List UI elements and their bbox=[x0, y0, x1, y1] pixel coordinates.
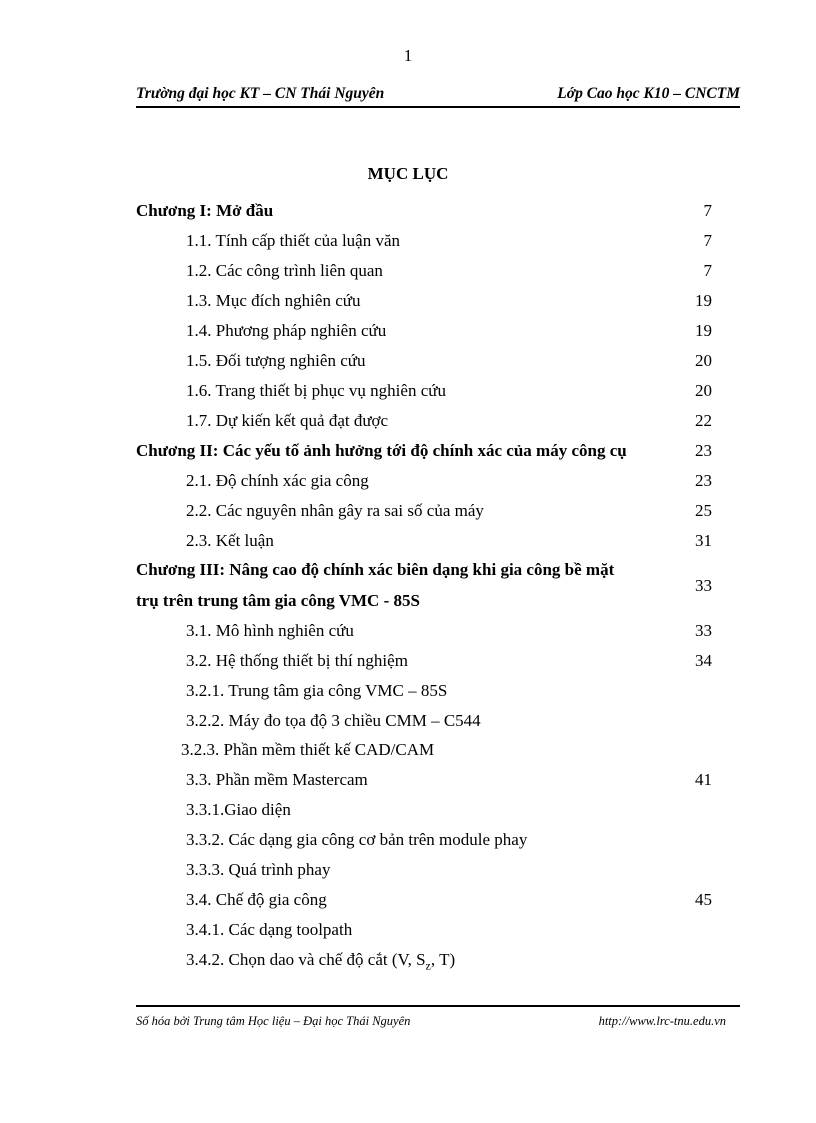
toc-item-3-2-3: 3.2.3. Phần mềm thiết kế CAD/CAM bbox=[181, 740, 435, 759]
toc-item-2-3: 2.3. Kết luận bbox=[186, 531, 274, 550]
toc-item-3-3-2: 3.3.2. Các dạng gia công cơ bản trên module phay bbox=[186, 830, 528, 849]
toc-chapter-3-line2: trụ trên trung tâm gia công VMC - 85S bbox=[136, 591, 420, 610]
toc-page-1-6: 20 bbox=[695, 381, 712, 400]
footer-digitized-by: Số hóa bởi Trung tâm Học liệu – Đại học Thái Nguyên bbox=[136, 1014, 411, 1028]
toc-item-3-4-2-subscript: z bbox=[425, 958, 431, 973]
toc-item-3-3-1: 3.3.1.Giao diện bbox=[186, 800, 291, 819]
toc-page-3-2: 34 bbox=[695, 651, 712, 670]
toc-page-3-3: 41 bbox=[695, 770, 712, 789]
toc-item-1-4: 1.4. Phương pháp nghiên cứu bbox=[186, 321, 387, 340]
footer-url: http://www.lrc-tnu.edu.vn bbox=[598, 1014, 726, 1028]
toc-item-3-3: 3.3. Phần mềm Mastercam bbox=[186, 770, 368, 789]
toc-page-1-7: 22 bbox=[695, 411, 712, 430]
toc-item-2-2: 2.2. Các nguyên nhân gây ra sai số của máy bbox=[186, 501, 484, 520]
toc-item-2-1: 2.1. Độ chính xác gia công bbox=[186, 471, 369, 490]
toc-page-2-1: 23 bbox=[695, 471, 712, 490]
toc-page-1-5: 20 bbox=[695, 351, 712, 370]
toc-item-1-1: 1.1. Tính cấp thiết của luận văn bbox=[186, 231, 401, 250]
toc-title: MỤC LỤC bbox=[367, 164, 449, 183]
toc-item-3-4-2-before: 3.4.2. Chọn dao và chế độ cắt (V, S bbox=[186, 950, 426, 969]
toc-item-3-4: 3.4. Chế độ gia công bbox=[186, 890, 327, 909]
toc-chapter-2: Chương II: Các yếu tố ảnh hưởng tới độ chính xác của máy công cụ bbox=[136, 441, 627, 460]
toc-item-3-4-1: 3.4.1. Các dạng toolpath bbox=[186, 920, 353, 939]
toc-item-1-2: 1.2. Các công trình liên quan bbox=[186, 261, 383, 280]
toc-item-3-2: 3.2. Hệ thống thiết bị thí nghiệm bbox=[186, 651, 408, 670]
toc-page-1-3: 19 bbox=[695, 291, 712, 310]
toc-page-3-4: 45 bbox=[695, 890, 712, 909]
header-institution: Trường đại học KT – CN Thái Nguyên bbox=[136, 85, 385, 102]
toc-item-1-5: 1.5. Đối tượng nghiên cứu bbox=[186, 351, 366, 370]
toc-chapter-1: Chương I: Mở đầu bbox=[136, 201, 274, 220]
toc-item-3-1: 3.1. Mô hình nghiên cứu bbox=[186, 621, 354, 640]
toc-item-3-2-1: 3.2.1. Trung tâm gia công VMC – 85S bbox=[186, 681, 448, 700]
footer-divider bbox=[136, 1005, 740, 1007]
toc-item-3-4-2 bbox=[186, 950, 455, 975]
toc-chapter-3-line1: Chương III: Nâng cao độ chính xác biên dạng khi gia công bề mặt bbox=[136, 560, 615, 579]
toc-page-3-1: 33 bbox=[695, 621, 712, 640]
toc-item-3-3-3: 3.3.3. Quá trình phay bbox=[186, 860, 331, 879]
toc-page-chapter-1: 7 bbox=[703, 201, 712, 220]
toc-page-1-1: 7 bbox=[703, 231, 712, 250]
toc-page-chapter-2: 23 bbox=[695, 441, 712, 460]
toc-item-1-7: 1.7. Dự kiến kết quả đạt được bbox=[186, 411, 389, 430]
toc-page-chapter-3: 33 bbox=[695, 576, 712, 595]
toc-page-1-2: 7 bbox=[703, 261, 712, 280]
toc-page-2-2: 25 bbox=[695, 501, 712, 520]
toc-item-1-3: 1.3. Mục đích nghiên cứu bbox=[186, 291, 361, 310]
toc-page-1-4: 19 bbox=[695, 321, 712, 340]
header-divider bbox=[136, 106, 740, 108]
toc-page-2-3: 31 bbox=[695, 531, 712, 550]
toc-item-3-2-2: 3.2.2. Máy đo tọa độ 3 chiều CMM – C544 bbox=[186, 711, 481, 730]
toc-item-1-6: 1.6. Trang thiết bị phục vụ nghiên cứu bbox=[186, 381, 446, 400]
toc-item-3-4-2-after: , T) bbox=[430, 950, 456, 969]
page-number: 1 bbox=[403, 46, 413, 65]
header-class: Lớp Cao học K10 – CNCTM bbox=[557, 85, 740, 102]
